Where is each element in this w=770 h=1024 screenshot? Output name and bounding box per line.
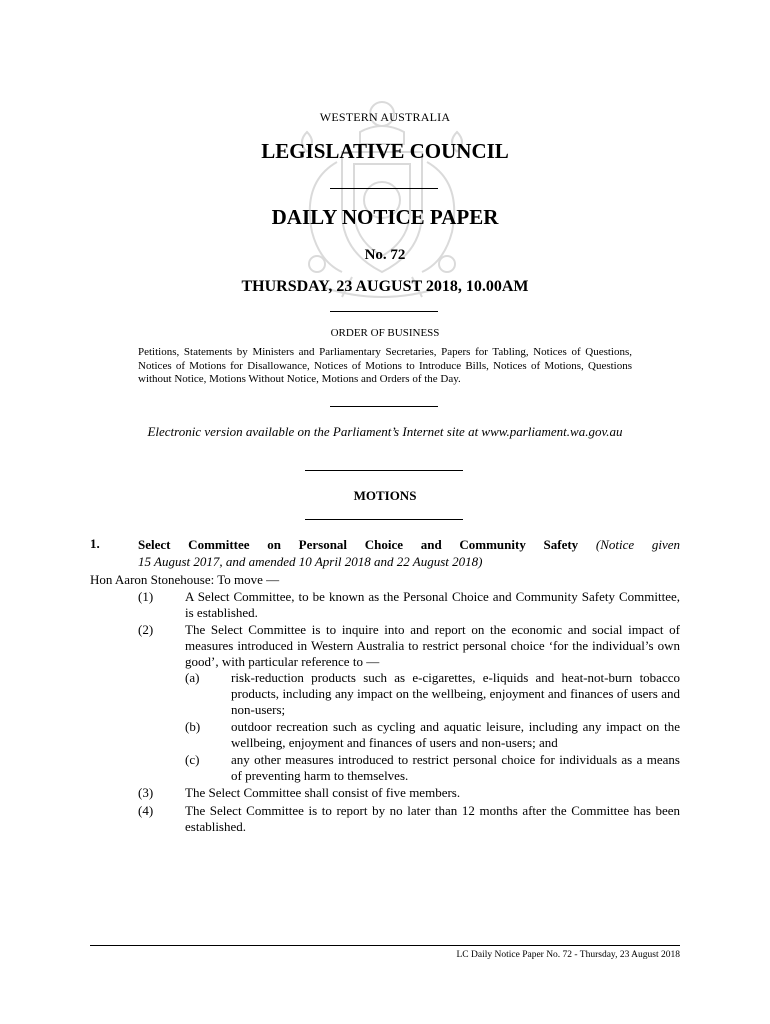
motion-mover: Hon Aaron Stonehouse: To move — (90, 572, 280, 587)
page-footer: LC Daily Notice Paper No. 72 - Thursday, 23 August 2018 (456, 950, 680, 960)
divider-motions-top (305, 470, 463, 471)
divider-short-1 (330, 188, 438, 189)
motions-heading: MOTIONS (353, 488, 417, 503)
motion-number: 1. (90, 536, 100, 551)
council-title: LEGISLATIVE COUNCIL (261, 139, 509, 163)
subparagraph-text: risk-reduction products such as e-cigarettes, e-liquids and heat-not-burn tobacco products, including any impact on the wellbeing, enjoyment and finances of users and non-users; (231, 670, 680, 717)
subparagraph-text: any other measures introduced to restrict personal choice for individuals as a means of preventing harm to themselves. (231, 752, 680, 783)
electronic-version-notice: Electronic version available on the Parliament’s Internet site at www.parliament.wa.gov.au (147, 424, 623, 439)
motion-notice-start: (Notice given (595, 537, 680, 552)
paragraph-text: A Select Committee, to be known as the Personal Choice and Community Safety Committee, is established. (185, 589, 680, 620)
subparagraph-number: (a) (185, 670, 200, 685)
order-of-business-text: Petitions, Statements by Ministers and Parliamentary Secretaries, Papers for Tabling, Notices of Questions, Notices of Motions for Disallowance, Notices of Motions to Introduce Bills, Notices of Motions, Questions without Notice, Motions Without Notice, Motions and Orders of the Day. (138, 346, 632, 385)
motion-notice-dates: 15 August 2017, and amended 10 April 2018 and 22 August 2018) (138, 554, 483, 569)
divider-short-3 (330, 406, 438, 407)
divider-short-2 (330, 311, 438, 312)
divider-motions-bottom (305, 519, 463, 520)
paper-number: No. 72 (364, 247, 406, 263)
motion-title-line (138, 536, 680, 553)
paragraph-text: The Select Committee is to inquire into and report on the economic and social impact of measures introduced in Western Australia to restrict personal choice ‘for the individual’s own good’, with particular reference to — (185, 622, 680, 669)
subparagraph-number: (b) (185, 719, 201, 734)
state-name: WESTERN AUSTRALIA (319, 110, 451, 124)
order-of-business-heading: ORDER OF BUSINESS (330, 327, 440, 339)
paper-title: DAILY NOTICE PAPER (271, 205, 499, 229)
subparagraph-text: outdoor recreation such as cycling and aquatic leisure, including any impact on the wellbeing, enjoyment and finances of users and non-users; and (231, 719, 680, 750)
motion-title: Select Committee on Personal Choice and Community Safety (138, 537, 579, 552)
subparagraph-number: (c) (185, 752, 200, 767)
paragraph-number: (3) (138, 785, 154, 800)
paragraph-number: (4) (138, 803, 154, 818)
paragraph-text: The Select Committee is to report by no later than 12 months after the Committee has been established. (185, 803, 680, 834)
sitting-date: THURSDAY, 23 AUGUST 2018, 10.00AM (241, 278, 529, 295)
paragraph-number: (1) (138, 589, 154, 604)
footer-rule (90, 945, 680, 946)
paragraph-number: (2) (138, 622, 154, 637)
paragraph-text: The Select Committee shall consist of five members. (185, 785, 461, 800)
